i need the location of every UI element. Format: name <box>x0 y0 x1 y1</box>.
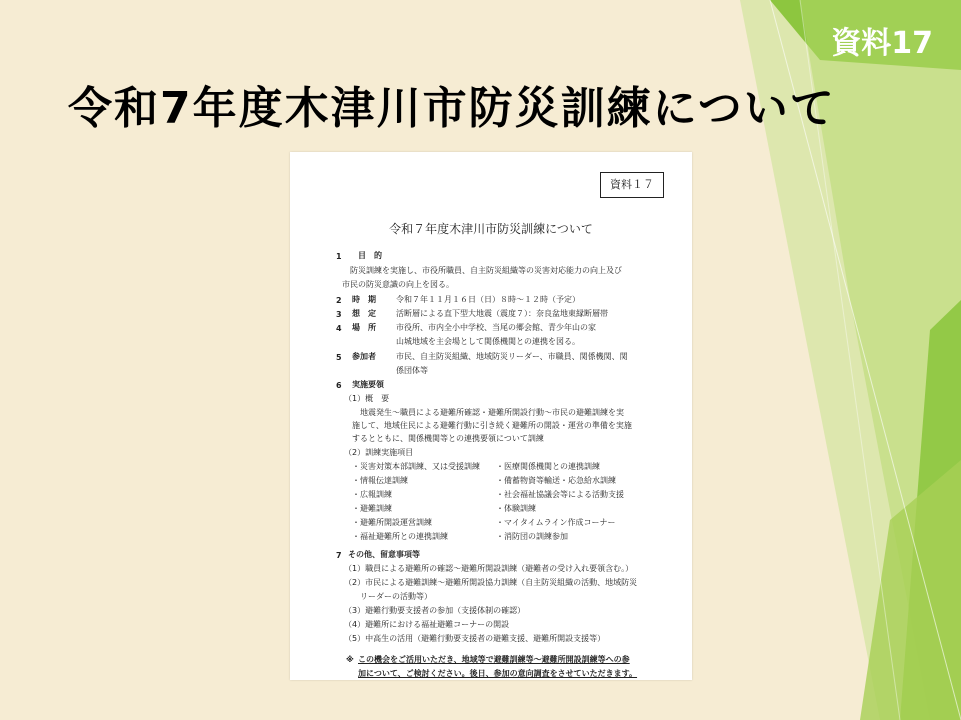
drill-item-left: ・避難所開設運営訓練 <box>352 518 432 527</box>
slide-title: 令和7年度木津川市防災訓練について <box>68 83 836 134</box>
section-6-sub1: （1）概 要 <box>344 394 390 403</box>
note-item: （2）市民による避難訓練～避難所開設協力訓練（自主防災組織の活動、地域防災 <box>344 578 638 587</box>
note-item: （5）中高生の活用（避難行動要支援者の避難支援、避難所開設支援等） <box>344 634 606 643</box>
section-7-head: その他、留意事項等 <box>348 550 420 559</box>
note-item: （4）避難所における福祉避難コーナーの開設 <box>344 620 510 629</box>
section-5-line1: 市民、自主防災組織、地域防災リーダー、市職員、関係機関、関 <box>396 352 628 361</box>
section-6-sub2: （2）訓練実施項目 <box>344 448 414 457</box>
drill-item-left: ・情報伝達訓練 <box>352 476 408 485</box>
drill-item-right: ・備蓄物資等輸送・応急給水訓練 <box>496 476 616 485</box>
drill-item-right: ・体験訓練 <box>496 504 536 513</box>
section-5-line2: 係団体等 <box>396 366 428 375</box>
slide-tag: 資料17 <box>831 26 933 61</box>
section-2-num: 2 <box>336 296 342 305</box>
section-4-num: 4 <box>336 324 342 333</box>
section-6-sub1-line3: するとともに、関係機関等との連携要領について訓練 <box>352 434 544 443</box>
note-mark: ※ <box>346 655 354 664</box>
section-1-line1: 防災訓練を実施し、市役所職員、自主防災組織等の災害対応能力の向上及び <box>350 266 622 275</box>
section-5-num: 5 <box>336 353 342 362</box>
drill-item-left: ・福祉避難所との連携訓練 <box>352 532 448 541</box>
section-2-head: 時 期 <box>352 295 376 304</box>
note-item: リーダーの活動等） <box>360 592 432 601</box>
document-tag: 資料１７ <box>600 172 664 198</box>
note-line1: この機会をご活用いただき、地域等で避難訓練等～避難所開設訓練等への参 <box>358 655 630 664</box>
section-6-sub1-line1: 地震発生～職員による避難所確認・避難所開設行動～市民の避難訓練を実 <box>360 408 624 417</box>
document-scan <box>290 152 692 680</box>
drill-item-left: ・災害対策本部訓練、又は受援訓練 <box>352 462 480 471</box>
document-title: 令和７年度木津川市防災訓練について <box>389 222 593 236</box>
section-3-num: 3 <box>336 310 342 319</box>
drill-item-right: ・消防団の訓練参加 <box>496 532 568 541</box>
section-4-line1: 市役所、市内全小中学校、当尾の郷会館、青少年山の家 <box>396 323 596 332</box>
section-4-head: 場 所 <box>352 323 376 332</box>
section-7-num: 7 <box>336 551 342 560</box>
section-3-head: 想 定 <box>352 309 376 318</box>
drill-item-right: ・医療関係機関との連携訓練 <box>496 462 600 471</box>
drill-item-left: ・広報訓練 <box>352 490 392 499</box>
section-6-sub1-line2: 施して、地域住民による避難行動に引き続く避難所の開設・運営の準備を実施 <box>352 421 632 430</box>
section-1-num: 1 <box>336 252 342 261</box>
drill-item-right: ・社会福祉協議会等による活動支援 <box>496 490 624 499</box>
note-item: （1）職員による避難所の確認～避難所開設訓練（避難者の受け入れ要領含む。） <box>344 564 634 573</box>
section-5-head: 参加者 <box>352 352 376 361</box>
section-3-text: 活断層による直下型大地震（震度７）：奈良盆地東縁断層帯 <box>396 309 608 318</box>
drill-item-left: ・避難訓練 <box>352 504 392 513</box>
note-line2: 加について、ご検討ください。後日、参加の意向調査をさせていただきます。 <box>358 669 638 678</box>
note-item: （3）避難行動要支援者の参加（支援体制の確認） <box>344 606 526 615</box>
section-1-head: 目 的 <box>358 251 382 260</box>
drill-item-right: ・マイタイムライン作成コーナー <box>496 518 616 527</box>
section-2-text: 令和７年１１月１６日（日）８時～１２時（予定） <box>396 295 580 304</box>
section-6-num: 6 <box>336 381 342 390</box>
section-6-head: 実施要領 <box>352 380 384 389</box>
section-1-line2: 市民の防災意識の向上を図る。 <box>342 280 454 289</box>
section-4-line2: 山城地域を主会場として関係機関との連携を図る。 <box>396 337 580 346</box>
